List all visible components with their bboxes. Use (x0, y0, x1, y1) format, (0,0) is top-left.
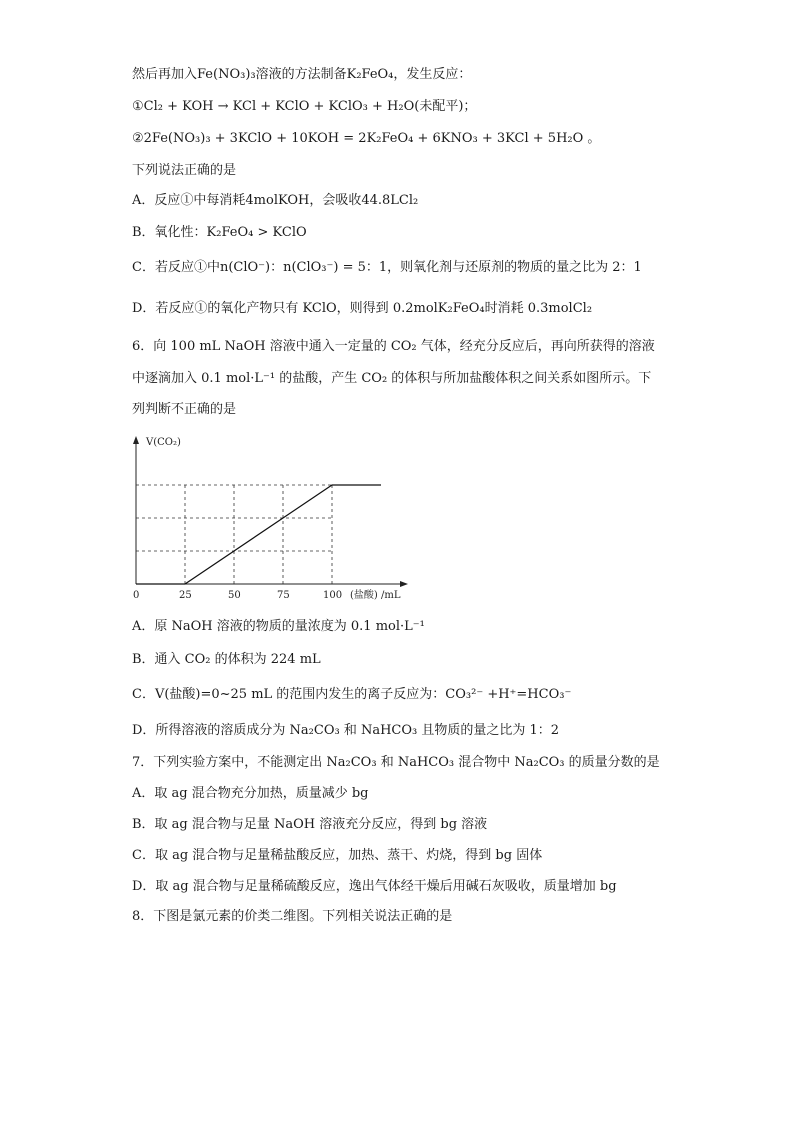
question-6-cont: 列判断不正确的是 (132, 402, 237, 417)
chart-ticks (133, 590, 342, 601)
option-b: B．取 ag 混合物与足量 NaOH 溶液充分反应，得到 bg 溶液 (132, 817, 488, 832)
option-b: B．通入 CO₂ 的体积为 224 mL (132, 652, 321, 667)
option-a: A．原 NaOH 溶液的物质的量浓度为 0.1 mol·L⁻¹ (132, 619, 425, 634)
chart-grid (136, 485, 332, 584)
option-d: D．若反应①的氧化产物只有 KClO，则得到 0.2molK₂FeO₄时消耗 0.3molCl₂ (132, 301, 593, 316)
text-line: ①Cl₂ + KOH → KCl + KClO + KClO₃ + H₂O(未配平)； (132, 99, 477, 114)
question-6-cont: 中逐滴加入 0.1 mol·L⁻¹ 的盐酸，产生 CO₂ 的体积与所加盐酸体积之间关系如图所示。下 (132, 371, 652, 386)
text-line: 下列说法正确的是 (132, 163, 237, 178)
option-d: D．所得溶液的溶质成分为 Na₂CO₃ 和 NaHCO₃ 且物质的量之比为 1：2 (132, 723, 560, 738)
question-8: 8．下图是氯元素的价类二维图。下列相关说法正确的是 (132, 909, 453, 924)
x-tick-label: 100 (323, 590, 343, 601)
option-a: A．取 ag 混合物充分加热，质量减少 bg (132, 786, 369, 801)
option-b: B．氧化性：K₂FeO₄ > KClO (132, 225, 307, 240)
chart-series (136, 485, 381, 584)
option-a: A．反应①中每消耗4molKOH，会吸收44.8LCl₂ (132, 193, 419, 208)
option-c: C．V(盐酸)=0~25 mL 的范围内发生的离子反应为：CO₃²⁻ +H⁺=HCO₃⁻ (132, 687, 572, 702)
x-tick-label: 0 (133, 590, 140, 601)
x-tick-label: 50 (228, 590, 241, 601)
text-line: ②2Fe(NO₃)₃ + 3KClO + 10KOH = 2K₂FeO₄ + 6KNO₃ + 3KCl + 5H₂O 。 (132, 131, 601, 146)
x-axis-arrow (400, 581, 408, 587)
text-line: 然后再加入Fe(NO₃)₃溶液的方法制备K₂FeO₄，发生反应： (132, 67, 472, 82)
question-7: 7．下列实验方案中，不能测定出 Na₂CO₃ 和 NaHCO₃ 混合物中 Na₂CO₃ 的质量分数的是 (132, 755, 660, 770)
co2-volume-chart (128, 432, 418, 607)
option-c: C．取 ag 混合物与足量稀盐酸反应，加热、蒸干、灼烧，得到 bg 固体 (132, 848, 543, 863)
y-axis-label: V(CO₂) (146, 437, 181, 448)
option-c: C．若反应①中n(ClO⁻)：n(ClO₃⁻) = 5：1，则氧化剂与还原剂的物质的量之比为 2：1 (132, 260, 642, 275)
chart-axes (133, 436, 408, 587)
option-d: D．取 ag 混合物与足量稀硫酸反应，逸出气体经干燥后用碱石灰吸收，质量增加 bg (132, 879, 617, 894)
x-axis-label: (盐酸) /mL (350, 590, 401, 601)
x-tick-label: 25 (179, 590, 192, 601)
y-axis-arrow (133, 436, 139, 444)
question-6: 6．向 100 mL NaOH 溶液中通入一定量的 CO₂ 气体，经充分反应后，再向所获得的溶液 (132, 339, 655, 354)
x-tick-label: 75 (277, 590, 290, 601)
series-line (136, 485, 381, 584)
